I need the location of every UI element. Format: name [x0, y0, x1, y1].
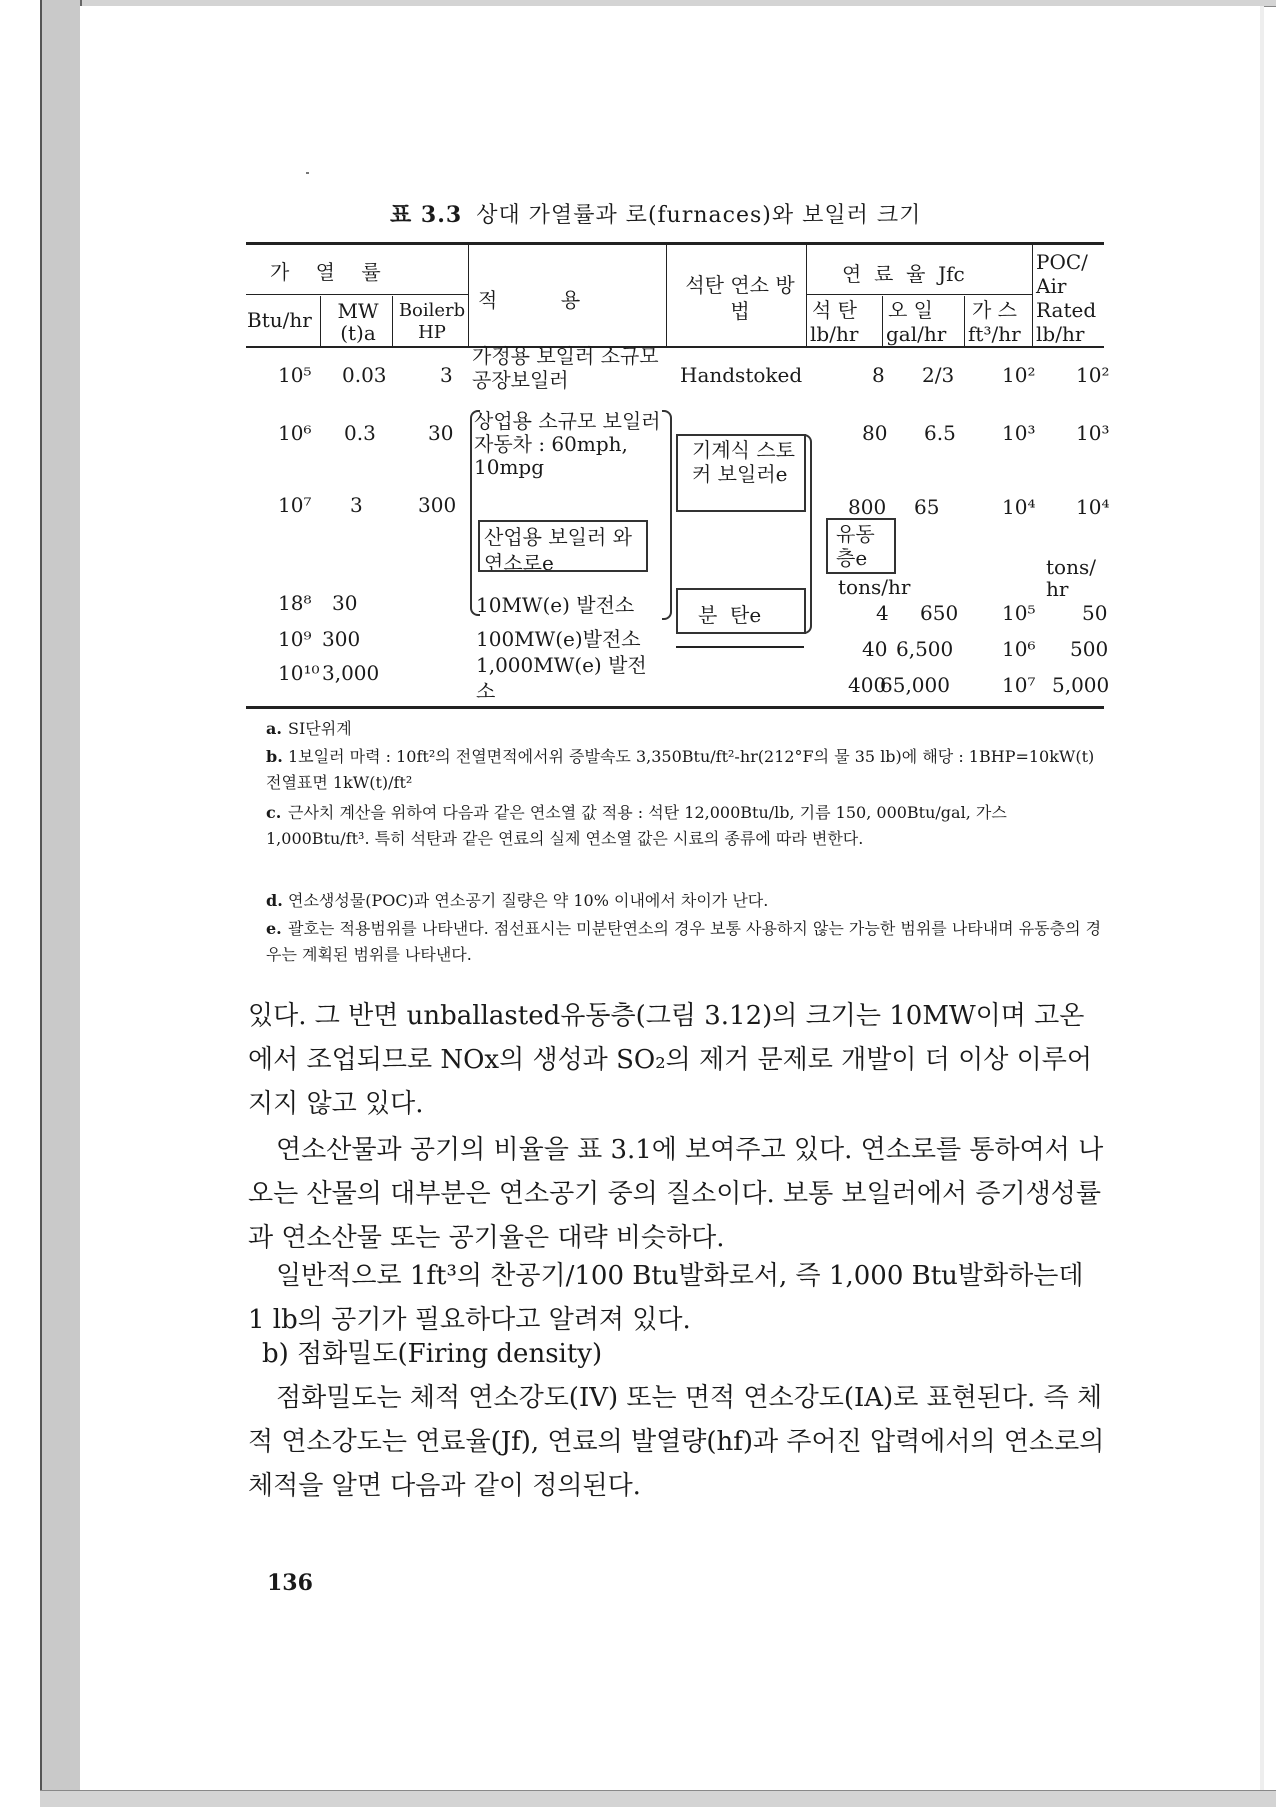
cell-mw: 300: [322, 627, 361, 651]
header-coal: 석 탄: [812, 298, 857, 322]
cell-oil: 650: [920, 601, 959, 625]
col-divider-8: [1032, 244, 1033, 346]
cell-btu: 10⁶: [278, 421, 312, 445]
header-poc-air: POC/ Air Rated: [1036, 250, 1097, 322]
header-application: 적 용: [478, 288, 581, 312]
cell-method: 기계식 스토커 보일러e: [692, 438, 795, 486]
cell-coal: 800: [848, 495, 887, 519]
col-divider-2: [392, 296, 393, 346]
footnote-d: d. 연소생성물(POC)과 연소공기 질량은 약 10% 이내에서 차이가 난다.: [266, 891, 769, 910]
cell-mw: 0.3: [344, 421, 376, 445]
page-number: 136: [267, 1570, 313, 1596]
heating-rate-rule: [246, 294, 468, 295]
cell-gas: 10⁵: [1002, 601, 1036, 625]
cell-oil: 65: [914, 495, 940, 519]
table-title: 상대 가열률과 로(furnaces)와 보일러 크기: [476, 203, 922, 228]
cell-application: 상업용 소규모 보일러 자동차 : 60mph, 10mpg: [474, 409, 661, 479]
dashed-range-line: [676, 646, 804, 648]
table-caption: [390, 198, 921, 229]
cell-btu: 10¹⁰: [278, 661, 320, 685]
fuel-rate-rule: [806, 294, 1032, 295]
cell-gas: 10⁴: [1002, 495, 1036, 519]
cell-coal: 80: [862, 421, 888, 445]
cell-poc: 50: [1082, 601, 1108, 625]
cell-btu: 10⁵: [278, 363, 312, 387]
col-divider-1: [320, 296, 321, 346]
cell-gas: 10⁶: [1002, 637, 1036, 661]
col-divider-4: [666, 244, 667, 346]
table-number: 표 3.3: [390, 202, 463, 228]
cell-btu: 10⁷: [278, 493, 312, 517]
table-header-rule: [246, 346, 1104, 348]
cell-poc: 5,000: [1052, 673, 1110, 697]
range-bracket-application-right: [662, 410, 672, 620]
body-paragraph-4: 점화밀도는 체적 연소강도(IV) 또는 면적 연소강도(IA)로 표현된다. 즉 체적 연소강도는 연료율(Jf), 연료의 발열량(hf)과 주어진 압력에서의 연소로의 체적을 알면 다음과 같이 정의된다.: [248, 1383, 1105, 1501]
cell-gas: 10³: [1002, 421, 1036, 445]
header-gas-unit: ft³/hr: [968, 322, 1021, 346]
tons-hr-poc-label: tons/ hr: [1046, 555, 1096, 601]
cell-application: 100MW(e)발전소: [476, 627, 641, 651]
cell-coal: 40: [862, 637, 888, 661]
body-paragraph-2: 연소산물과 공기의 비율을 표 3.1에 보여주고 있다. 연소로를 통하여서 나오는 산물의 대부분은 연소공기 중의 질소이다. 보통 보일러에서 증기생성률과 연소산물 또는 공기율은 대략 비슷하다.: [248, 1135, 1104, 1253]
cell-btu: 18⁸: [278, 591, 312, 615]
cell-poc: 10²: [1076, 363, 1110, 387]
footnote-b: b. 1보일러 마력 : 10ft²의 전열면적에서위 증발속도 3,350Btu/ft²-hr(212°F의 물 35 lb)에 해당 : 1BHP=10kW(t) 전열표면 1kW(t)/ft²: [266, 747, 1095, 792]
range-bracket-pulverized: [676, 588, 806, 634]
col-divider-7: [964, 296, 965, 346]
range-bracket-method-right: [802, 434, 812, 634]
header-fuel-rate: 연 료 율 Jfc: [842, 262, 965, 286]
cell-hp: 3: [440, 363, 453, 387]
tons-hr-label: tons/hr: [838, 575, 911, 599]
header-btu-hr: Btu/hr: [247, 308, 312, 332]
cell-oil: 6.5: [924, 421, 956, 445]
header-poc-unit: lb/hr: [1036, 322, 1085, 346]
range-bracket-boiler: [470, 410, 480, 616]
footnote-e: e. 괄호는 적용범위를 나타낸다. 점선표시는 미분탄연소의 경우 보통 사용하지 않는 가능한 범위를 나타내며 유동층의 경우는 계획된 범위를 나타낸다.: [266, 919, 1102, 964]
header-boiler-hp: Boilerb HP: [398, 300, 466, 343]
cell-oil: 2/3: [922, 363, 955, 387]
header-gas: 가 스: [972, 298, 1017, 322]
footnote-a: a. SI단위계: [266, 719, 352, 738]
cell-application: 10MW(e) 발전소: [476, 593, 635, 617]
table-bottom-rule: [246, 706, 1104, 709]
cell-coal: 8: [872, 363, 885, 387]
col-divider-3: [468, 244, 469, 346]
cell-oil: 65,000: [880, 673, 950, 697]
page-mark: [306, 172, 309, 174]
book-spine-edge: [40, 0, 82, 1806]
col-divider-5: [806, 244, 807, 346]
cell-oil: 6,500: [896, 637, 954, 661]
cell-coal: 4: [876, 601, 889, 625]
header-oil: 오 일: [888, 298, 933, 322]
header-heating-rate: 가 열 률: [270, 260, 391, 284]
cell-gas: 10²: [1002, 363, 1036, 387]
cell-mw: 3,000: [322, 661, 380, 685]
cell-poc: 500: [1070, 637, 1109, 661]
fluidized-bed-label: 유동층e: [836, 522, 875, 570]
body-paragraph-1: 있다. 그 반면 unballasted유동층(그림 3.12)의 크기는 10MW이며 고온에서 조업되므로 NOx의 생성과 SO₂의 제거 문제로 개발이 더 이상 이루어지지 않고 있다.: [248, 1001, 1092, 1119]
cell-hp: 300: [418, 493, 457, 517]
range-bracket-industrial: [478, 520, 648, 572]
cell-gas: 10⁷: [1002, 673, 1036, 697]
range-bracket-fluidized: [826, 518, 896, 574]
cell-mw: 0.03: [342, 363, 387, 387]
cell-poc: 10³: [1076, 421, 1110, 445]
cell-method: Handstoked: [680, 363, 803, 387]
cell-mw: 30: [332, 591, 358, 615]
page-bottom-edge: [40, 1790, 1276, 1807]
cell-poc: 10⁴: [1076, 495, 1110, 519]
range-bracket-stoker: [676, 434, 806, 512]
header-oil-unit: gal/hr: [886, 322, 947, 346]
cell-btu: 10⁹: [278, 627, 312, 651]
header-coal-firing: 석탄 연소 방 법: [685, 273, 795, 323]
cell-mw: 3: [350, 493, 363, 517]
table-top-rule: [246, 242, 1104, 245]
cell-application: 1,000MW(e) 발전소: [476, 653, 647, 703]
body-paragraph-3: 일반적으로 1ft³의 찬공기/100 Btu발화로서, 즉 1,000 Btu발화하는데 1 lb의 공기가 필요하다고 알려져 있다.: [248, 1261, 1084, 1335]
cell-hp: 30: [428, 421, 454, 445]
cell-method: 분 탄e: [698, 603, 762, 627]
cell-application: 가정용 보일러 소규모공장보일러: [472, 344, 659, 392]
col-divider-6: [882, 296, 883, 346]
cell-coal: 400: [848, 673, 887, 697]
header-coal-unit: lb/hr: [810, 322, 859, 346]
footnote-c: c. 근사치 계산을 위하여 다음과 같은 연소열 값 적용 : 석탄 12,000Btu/lb, 기름 150, 000Btu/gal, 가스 1,000Btu/ft³. 특히 석탄과 같은 연료의 실제 연소열 값은 시료의 종류에 따라 변한다.: [266, 803, 1007, 848]
cell-application: 산업용 보일러 와 연소로e: [484, 525, 632, 575]
section-heading: b) 점화밀도(Firing density): [262, 1339, 603, 1369]
header-mw-t: MW (t)a: [337, 299, 379, 345]
